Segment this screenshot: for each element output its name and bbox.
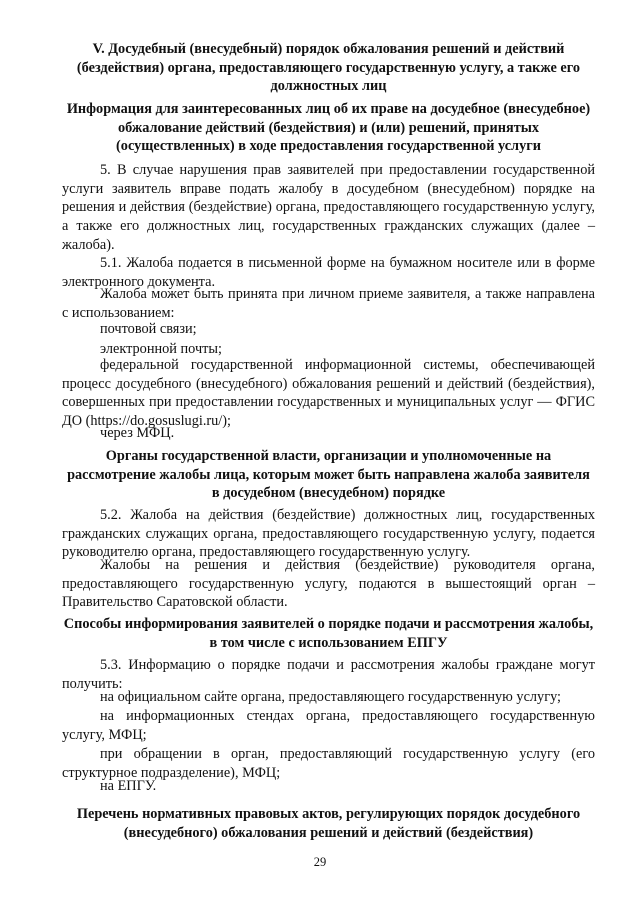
paragraph: 5. В случае нарушения прав заявителей при предоставлении государственной услуги заявитель вправе подать жалобу в досудебном (внесудебном) порядке на решения и действия (бездействие) органа, предоставляющего государственную услугу, а также его должностных лиц, государственных гражданских служащих (далее – жалоба).	[62, 162, 595, 253]
list-item: на официальном сайте органа, предоставляющего государственную услугу;	[100, 689, 562, 705]
subsection-heading: Способы информирования заявителей о порядке подачи и рассмотрения жалобы, в том числе с использованием ЕПГУ	[63, 616, 594, 651]
paragraph: 5.2. Жалоба на действия (бездействие) должностных лиц, государственных гражданских служащих органа, предоставляющего государственную услугу, подается руководителю органа, предоставляющего государственную услугу.	[62, 507, 595, 561]
list-item: на информационных стендах органа, предоставляющего государственную услугу, МФЦ;	[62, 708, 595, 743]
subsection-heading: Органы государственной власти, организации и уполномоченные на рассмотрение жалобы лица, которым может быть направлена жалоба заявителя в досудебном (внесудебном) порядке	[67, 448, 590, 501]
section-title: V. Досудебный (внесудебный) порядок обжалования решений и действий (бездействия) органа, предоставляющего государственную услугу, а также его должностных лиц	[76, 41, 581, 94]
paragraph: Жалоба может быть принята при личном приеме заявителя, а также направлена с использованием:	[62, 286, 595, 321]
list-item: федеральной государственной информационной системы, обеспечивающей процесс досудебного (внесудебного) обжалования решений и действий (бездействия), совершенных при предоставлении государственных и муниципальных услуг — ФГИС ДО (https://do.gosuslugi.ru/);	[62, 357, 595, 430]
subsection-heading: Информация для заинтересованных лиц об их праве на досудебное (внесудебное) обжалование действий (бездействия) и (или) решений, принятых (осуществленных) в ходе предоставления государственной услуги	[66, 101, 591, 154]
list-item: при обращении в орган, предоставляющий государственную услугу (его структурное подразделение), МФЦ;	[62, 746, 595, 781]
subsection-heading: Перечень нормативных правовых актов, регулирующих порядок досудебного (внесудебного) обжалования решений и действий (бездействия)	[76, 806, 581, 841]
paragraph: Жалобы на решения и действия (бездействие) руководителя органа, предоставляющего государственную услугу, подаются в вышестоящий орган – Правительство Саратовской области.	[62, 557, 595, 611]
list-item: через МФЦ.	[100, 425, 175, 441]
paragraph: 5.1. Жалоба подается в письменной форме на бумажном носителе или в форме электронного документа.	[62, 255, 595, 290]
paragraph: 5.3. Информацию о порядке подачи и рассмотрения жалобы граждане могут получить:	[62, 657, 595, 692]
list-item: на ЕПГУ.	[100, 778, 157, 794]
list-item: почтовой связи;	[100, 321, 197, 337]
list-item: электронной почты;	[100, 341, 222, 357]
page-number: 29	[313, 855, 327, 869]
